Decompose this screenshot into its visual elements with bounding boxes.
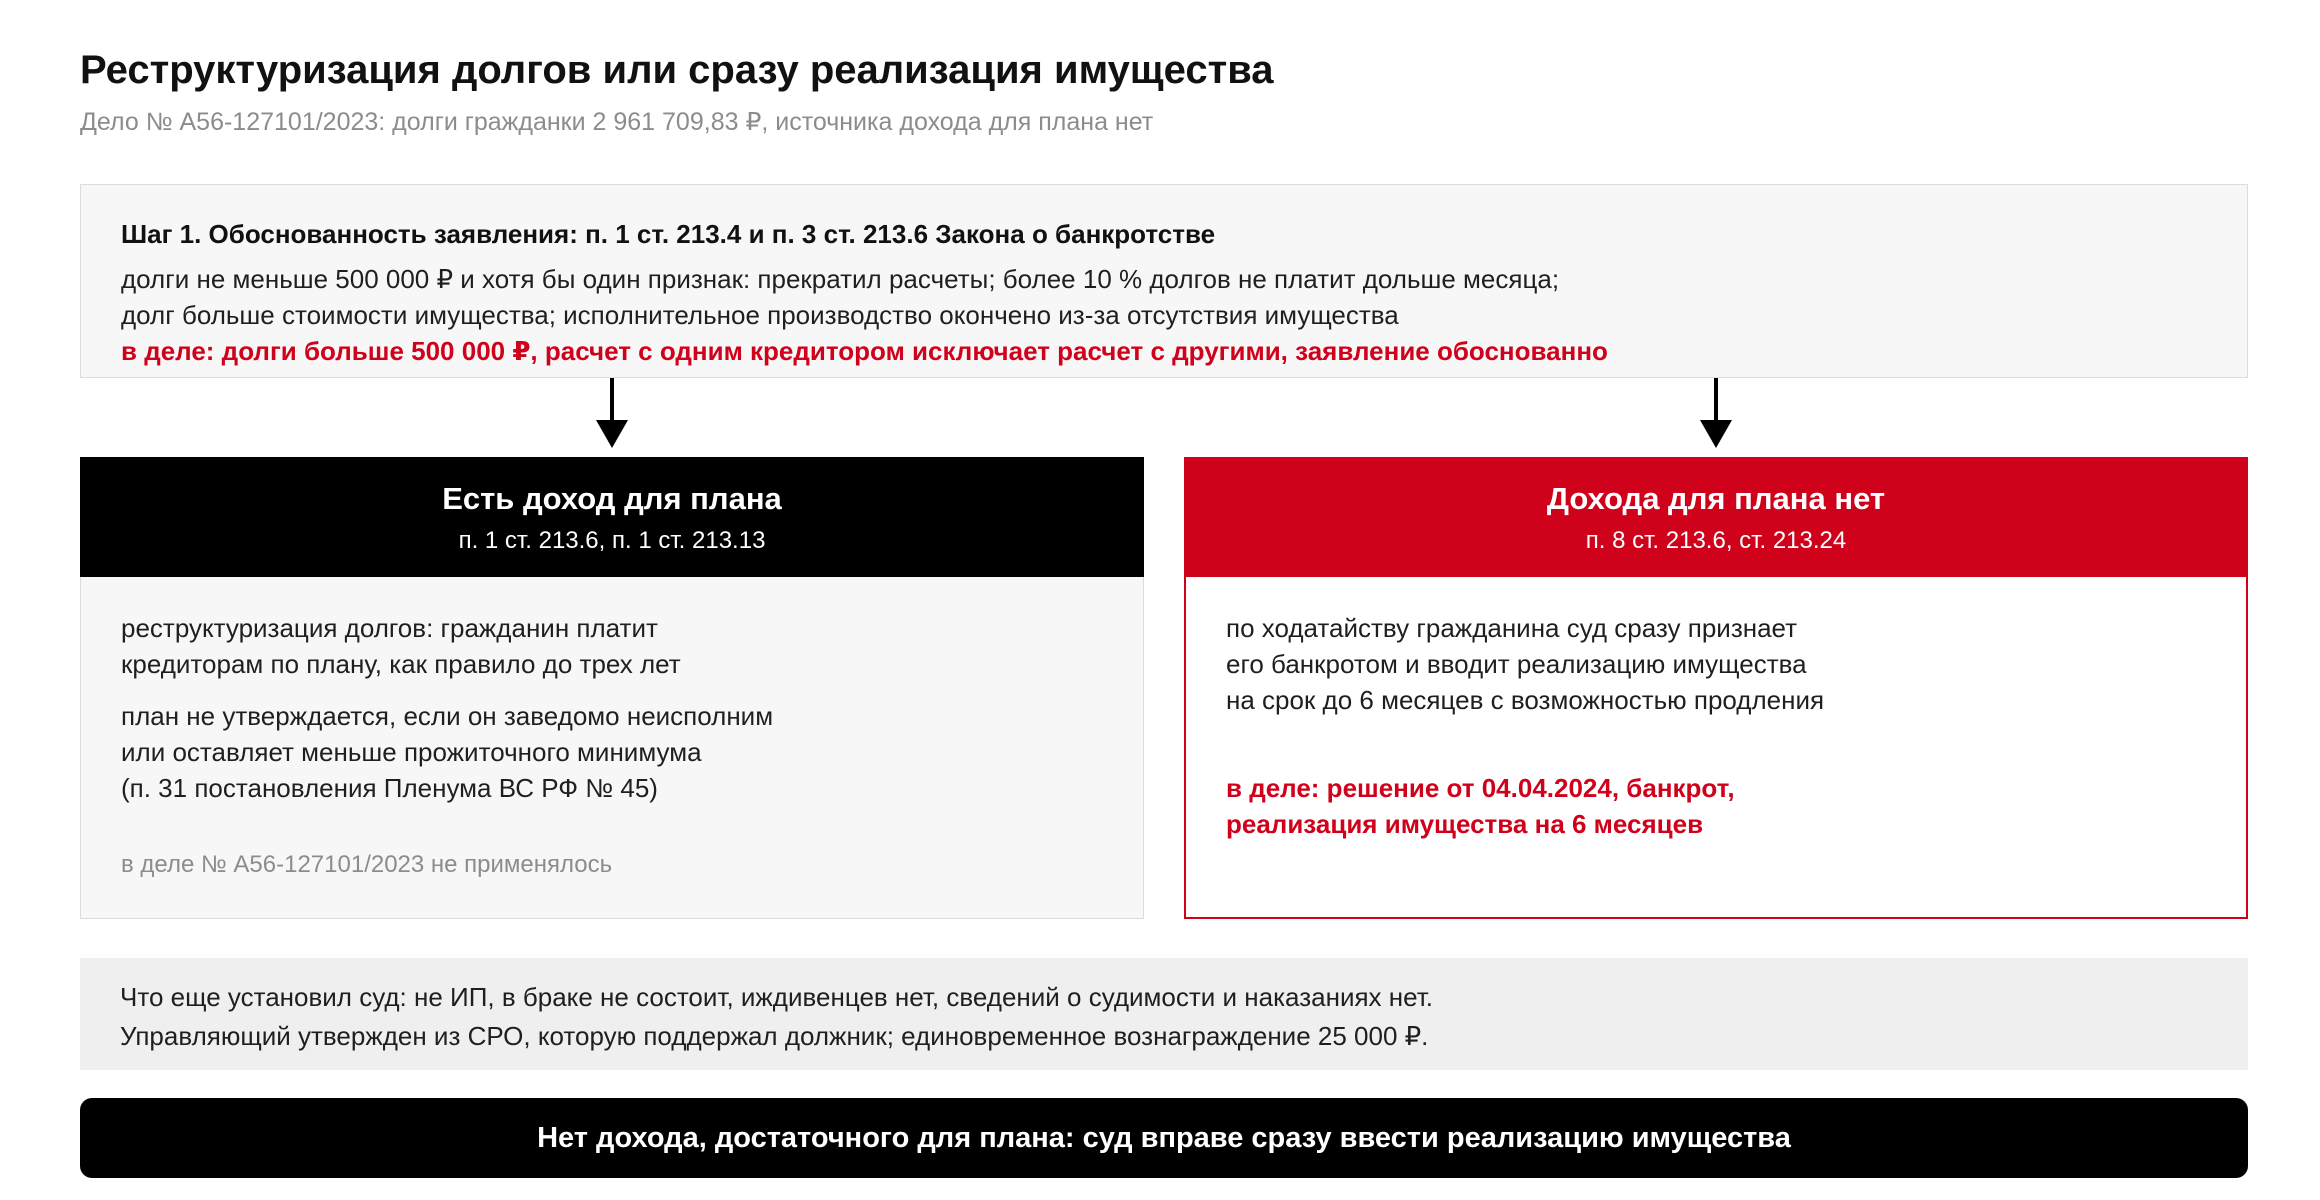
step1-criteria-line: долг больше стоимости имущества; исполнительное производство окончено из-за отсутствия имущества [121, 300, 1399, 330]
branch-text-line: по ходатайству гражданина суд сразу признает [1226, 613, 1798, 643]
branch-title: Есть доход для плана [442, 481, 782, 516]
court-finding-line: Что еще установил суд: не ИП, в браке не состоит, иждивенцев нет, сведений о судимости и наказаниях нет. [120, 982, 1433, 1012]
branch-title: Дохода для плана нет [1546, 481, 1886, 516]
arrow-to-right-branch [1700, 378, 1732, 450]
court-finding-line: Управляющий утвержден из СРО, которую поддержал должник; единовременное вознаграждение 25 000 ₽. [120, 1021, 1429, 1051]
branch-body-no-income [1184, 577, 2248, 919]
branch-subtitle: п. 8 ст. 213.6, ст. 213.24 [1585, 527, 1847, 554]
branch-header-no-income [1184, 457, 2248, 577]
branch-text-line: (п. 31 постановления Пленума ВС РФ № 45) [121, 773, 658, 803]
branch-text-line: на срок до 6 месяцев с возможностью продления [1226, 685, 1825, 715]
step1-box [80, 184, 2248, 378]
branch-header-income [80, 457, 1144, 577]
page-title: Реструктуризация долгов или сразу реализация имущества [80, 48, 1274, 92]
branch-case-note: реализация имущества на 6 месяцев [1226, 809, 1704, 839]
branch-text-line: или оставляет меньше прожиточного минимума [121, 737, 702, 767]
branch-case-note: в деле № А56-127101/2023 не применялось [121, 851, 613, 878]
step1-criteria-line: долги не меньше 500 000 ₽ и хотя бы один признак: прекратил расчеты; более 10 % долгов не платит дольше месяца; [121, 264, 1560, 294]
branch-text-line: реструктуризация долгов: гражданин платит [121, 613, 658, 643]
page-subtitle: Дело № А56-127101/2023: долги гражданки 2 961 709,83 ₽, источника дохода для плана нет [80, 108, 1154, 136]
branch-subtitle: п. 1 ст. 213.6, п. 1 ст. 213.13 [458, 527, 766, 554]
step1-case-note: в деле: долги больше 500 000 ₽, расчет с одним кредитором исключает расчет с другими, заявление обоснованно [121, 336, 1608, 366]
branch-text-line: его банкротом и вводит реализацию имущества [1226, 649, 1807, 679]
branch-text-line: план не утверждается, если он заведомо неисполним [121, 701, 774, 731]
court-findings-box [80, 958, 2248, 1070]
step1-title: Шаг 1. Обоснованность заявления: п. 1 ст. 213.4 и п. 3 ст. 213.6 Закона о банкротстве [121, 219, 1216, 249]
branch-case-note: в деле: решение от 04.04.2024, банкрот, [1226, 773, 1735, 803]
arrow-to-left-branch [596, 378, 628, 450]
conclusion-banner: Нет дохода, достаточного для плана: суд вправе сразу ввести реализацию имущества [80, 1098, 2248, 1178]
branch-text-line: кредиторам по плану, как правило до трех лет [121, 649, 681, 679]
branch-body-income [80, 577, 1144, 919]
